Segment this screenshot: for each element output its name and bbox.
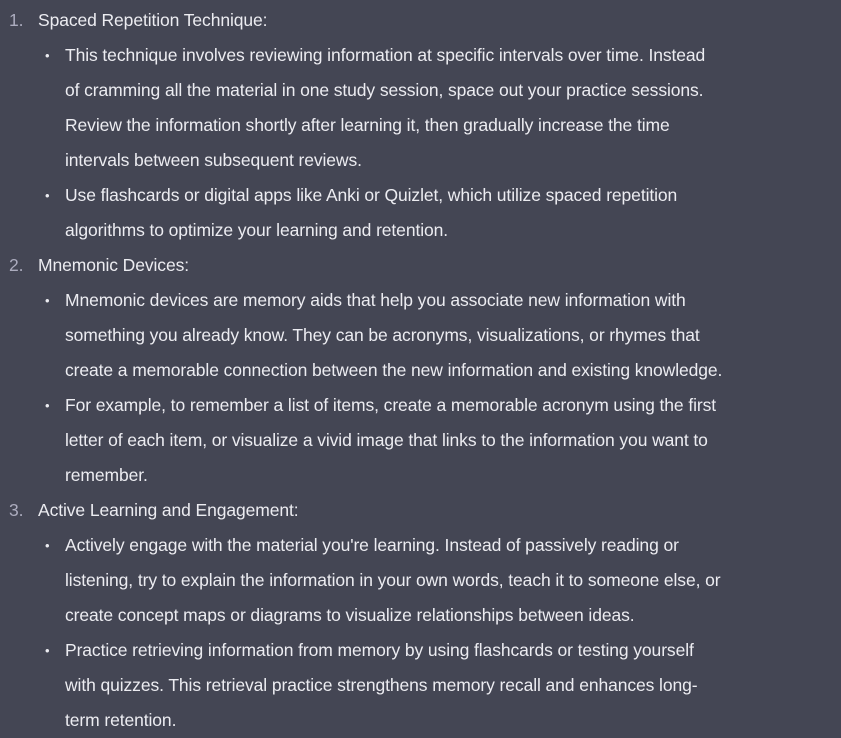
text-line: Use flashcards or digital apps like Anki or Quizlet, which utilize spaced repetition xyxy=(65,185,678,205)
text-line: term retention. xyxy=(65,710,177,730)
step-title: Active Learning and Engagement: xyxy=(38,500,299,520)
step-number: 3. xyxy=(9,500,24,520)
list-item-step-3 xyxy=(0,493,841,738)
text-line: Mnemonic devices are memory aids that help you associate new information with xyxy=(65,290,686,310)
bullet-item xyxy=(38,178,841,248)
bullet-item xyxy=(38,283,841,388)
step-title: Spaced Repetition Technique: xyxy=(38,10,268,30)
step-number: 1. xyxy=(9,10,24,30)
text-line: letter of each item, or visualize a vivid image that links to the information you want to xyxy=(65,430,708,450)
bullet-dot-icon: • xyxy=(45,48,50,63)
text-line: create concept maps or diagrams to visualize relationships between ideas. xyxy=(65,605,635,625)
text-line: Actively engage with the material you're learning. Instead of passively reading or xyxy=(65,535,679,555)
bullet-list xyxy=(38,283,841,493)
list-item-step-1 xyxy=(0,3,841,248)
bullet-dot-icon: • xyxy=(45,188,50,203)
bullet-item xyxy=(38,38,841,178)
text-line: algorithms to optimize your learning and retention. xyxy=(65,220,449,240)
text-line: intervals between subsequent reviews. xyxy=(65,150,362,170)
bullet-dot-icon: • xyxy=(45,643,50,658)
bullet-dot-icon: • xyxy=(45,538,50,553)
bullet-list xyxy=(38,528,841,738)
bullet-dot-icon: • xyxy=(45,398,50,413)
text-line: something you already know. They can be acronyms, visualizations, or rhymes that xyxy=(65,325,700,345)
text-line: create a memorable connection between the new information and existing knowledge. xyxy=(65,360,723,380)
bullet-list xyxy=(38,38,841,248)
bullet-dot-icon: • xyxy=(45,293,50,308)
text-line: Practice retrieving information from memory by using flashcards or testing yourself xyxy=(65,640,694,660)
list-item-step-2 xyxy=(0,248,841,493)
text-line: For example, to remember a list of items, create a memorable acronym using the first xyxy=(65,395,717,415)
text-line: with quizzes. This retrieval practice strengthens memory recall and enhances long- xyxy=(65,675,698,695)
step-title: Mnemonic Devices: xyxy=(38,255,189,275)
text-line: Review the information shortly after learning it, then gradually increase the time xyxy=(65,115,670,135)
bullet-item xyxy=(38,633,841,738)
text-line: remember. xyxy=(65,465,148,485)
text-line: This technique involves reviewing information at specific intervals over time. Instead xyxy=(65,45,706,65)
text-line: listening, try to explain the information in your own words, teach it to someone else, or xyxy=(65,570,721,590)
step-number: 2. xyxy=(9,255,24,275)
bullet-item xyxy=(38,528,841,633)
bullet-item xyxy=(38,388,841,493)
text-line: of cramming all the material in one study session, space out your practice sessions. xyxy=(65,80,704,100)
